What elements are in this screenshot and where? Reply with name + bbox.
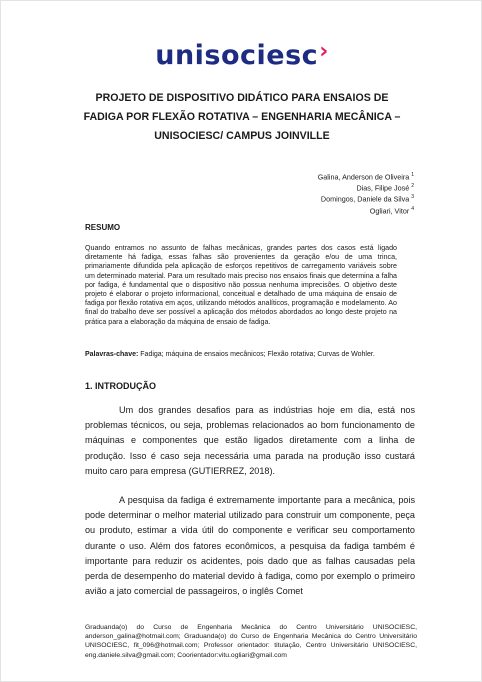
title-line-3: UNISOCIESC/ CAMPUS JOINVILLE — [154, 130, 330, 142]
author-ref-1: 1 — [411, 172, 414, 178]
unisociesc-logo — [1, 39, 482, 71]
logo-chevron-icon: › — [319, 39, 329, 64]
abstract-text: Quando entramos no assunto de falhas mecânicas, grandes partes dos casos está ligado diretamente há fadiga, essas falhas são provenientes da geração e/ou de uma trinca, primariamente difundida pela aplicação de esforços repetitivos de carregamento variáveis sobre um determinado material. Para um resultado mais preciso nos ensaios finais que determina a falha por fadiga, é fundamental que o dispositivo não possua nenhuma imprecisões. O objetivo deste projeto é elaborar o projeto informacional, conceitual e detalhado de uma máquina de ensaio de fadiga por flexão rotativa em aços, utilizando métodos analíticos, programação e modelamento. Ao final do trabalho deve ser possível a aplicação dos métodos abordados ao longo deste projeto na prática para a elaboração da máquina de ensaio de fadiga. — [85, 244, 397, 326]
author-list — [318, 171, 414, 216]
footnote: Graduanda(o) do Curso de Engenharia Mecânica do Centro Universitário UNISOCIESC, anderson_galina@hotmail.com; Graduanda(o) do Curso de Engenharia Mecânica do Centro Universitário UNISOCIESC, fit_096@hotmail.com; Professor orientador: titulação, Centro Universitário UNISOCIESC, eng.daniele.silva@gmail.com; Coorientador:vitu.ogliari@gmail.com — [85, 624, 417, 659]
author-ref-4: 4 — [411, 205, 414, 212]
author-1: Galina, Anderson de Oliveira $^1$ — [317, 172, 414, 182]
paper-title — [41, 89, 443, 146]
keywords — [85, 350, 415, 359]
author-3: Domingos, Daniele da Silva $^3$ — [320, 194, 414, 204]
abstract-heading: RESUMO — [85, 223, 121, 232]
keywords-label: Palavras-chave: — [85, 351, 139, 358]
intro-paragraph-1: Um dos grandes desafios para as indústrias hoje em dia, está nos problemas técnicos, ou seja, problemas relacionados ao bom funcionamento de máquinas e componentes que estão ligados diretamente com a linha de produção. Isso é caso seja necessária uma parada na produção isso custará muito caro para empresa (GUTIERREZ, 2018). — [85, 405, 415, 476]
keywords-text: Fadiga; máquina de ensaios mecânicos; Flexão rotativa; Curvas de Wohler. — [140, 351, 375, 358]
introduction-heading: 1. INTRODUÇÃO — [85, 381, 157, 391]
author-4: Ogliari, Vitor $^4$ — [369, 205, 414, 215]
title-line-2: FADIGA POR FLEXÃO ROTATIVA – ENGENHARIA MECÂNICA – — [83, 111, 401, 123]
author-ref-2: 2 — [411, 183, 414, 190]
author-ref-3: 3 — [411, 194, 414, 201]
intro-paragraph-2: A pesquisa da fadiga é extremamente importante para a mecânica, pois pode determinar o melhor material utilizado para construir um componente, peça ou produto, estimar a vida útil do componente e verificar seu comportamento durante o uso. Além dos fatores econômicos, a pesquisa da fadiga também é importante para reduzir os acidentes, pois dado que as falhas causadas pela perda de desempenho do material devido à fadiga, como por exemplo o primeiro avião a jato comercial de passageiros, o inglês Comet — [85, 495, 415, 597]
logo-wordmark: unisociesc — [155, 40, 319, 71]
title-line-1: PROJETO DE DISPOSITIVO DIDÁTICO PARA ENSAIOS DE — [95, 92, 389, 104]
author-2: Dias, Filipe José $^2$ — [356, 183, 414, 193]
